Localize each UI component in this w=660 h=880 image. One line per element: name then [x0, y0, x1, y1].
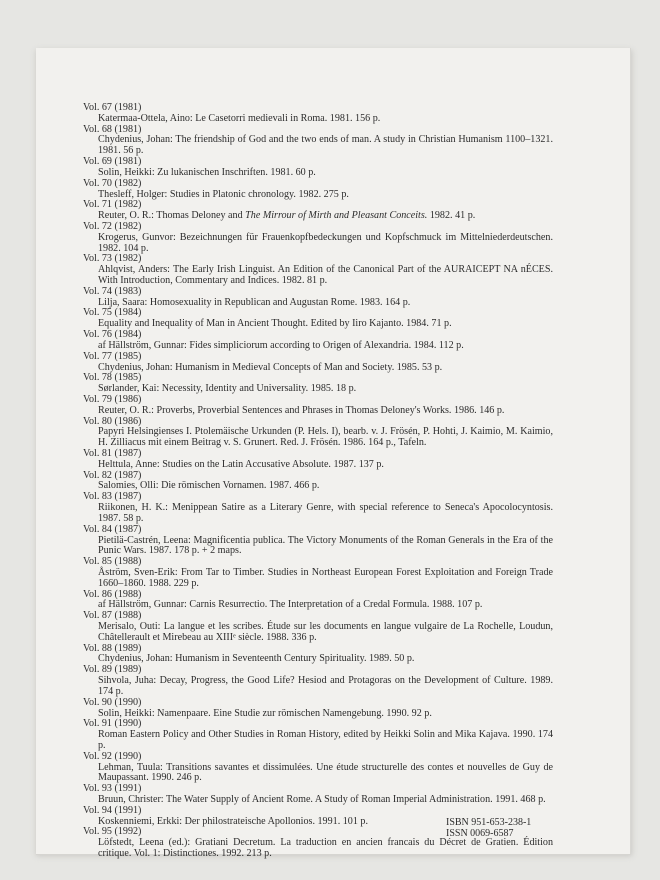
- volume-entry: [83, 719, 553, 751]
- volume-citation: [83, 211, 553, 222]
- volume-citation: Åström, Sven-Erik: From Tar to Timber. Studies in Northeast European Forest Exploitation and Foreign Trade 1660–1860. 1988. 229 p.: [98, 566, 553, 589]
- volume-citation: Katermaa-Ottela, Aino: Le Casetorri medievali in Roma. 1981. 156 p.: [98, 112, 381, 124]
- volume-entry: [83, 665, 553, 697]
- identifier-block: [446, 817, 531, 839]
- volume-entry: [83, 125, 553, 157]
- volume-citation: Helttula, Anne: Studies on the Latin Accusative Absolute. 1987. 137 p.: [98, 458, 384, 470]
- volume-number: Vol. 69 (1981): [83, 156, 142, 168]
- volume-number: Vol. 70 (1982): [83, 177, 142, 189]
- volume-number: Vol. 84 (1987): [83, 523, 142, 535]
- volume-number: Vol. 76 (1984): [83, 329, 142, 341]
- volume-citation: Pietilä-Castrén, Leena: Magnificentia publica. The Victory Monuments of the Roman Generals in the Era of the Punic Wars. 1987. 178 p. + 2 maps.: [98, 534, 553, 557]
- volume-entry: [83, 157, 553, 179]
- volume-number: Vol. 95 (1992): [83, 826, 142, 838]
- volume-citation: Ahlqvist, Anders: The Early Irish Linguist. An Edition of the Canonical Part of the AURAICEPT NA nÉCES. With Introduction, Commentary and Indices. 1982. 81 p.: [98, 264, 553, 286]
- volume-number: Vol. 87 (1988): [83, 610, 142, 622]
- volume-entry: [83, 752, 553, 784]
- volume-citation: Papyri Helsingienses I. Ptolemäische Urkunden (P. Hels. I), bearb. v. J. Frösén, P. Hohti, J. Kaimio, M. Kaimio, H. Zilliacus mit einem Beitrag v. S. Grunert. Red. J. Frösén. 1986. 164 p., Tafeln.: [98, 426, 553, 449]
- volume-number: Vol. 94 (1991): [83, 804, 142, 816]
- volume-citation: Koskenniemi, Erkki: Der philostrateische Apollonios. 1991. 101 p.: [98, 815, 368, 827]
- volume-number: Vol. 91 (1990): [83, 718, 142, 730]
- volume-entry: [83, 254, 553, 286]
- volume-number: Vol. 77 (1985): [83, 350, 142, 362]
- volume-citation: Merisalo, Outi: La langue et les scribes. Étude sur les documents en langue vulgaire de La Rochelle, Loudun, Châtellerault et Mirebeau au XIIIᵉ siècle. 1988. 336 p.: [98, 621, 553, 643]
- volume-citation: Krogerus, Gunvor: Bezeichnungen für Frauenkopfbedeckungen und Kopfschmuck im Mittelniederdeutschen. 1982. 104 p.: [98, 231, 553, 254]
- volume-number: Vol. 89 (1989): [83, 664, 142, 676]
- volume-entry: [83, 179, 553, 201]
- volume-entry: [83, 525, 553, 557]
- volume-number: Vol. 81 (1987): [83, 448, 142, 459]
- publication-list: [83, 103, 553, 860]
- volume-entry: [83, 611, 553, 643]
- volume-number: Vol. 90 (1990): [83, 696, 142, 708]
- volume-number: Vol. 74 (1983): [83, 285, 142, 297]
- volume-entry: [83, 471, 553, 493]
- volume-citation: Thesleff, Holger: Studies in Platonic chronology. 1982. 275 p.: [98, 188, 349, 200]
- volume-number: Vol. 78 (1985): [83, 372, 142, 384]
- citation-text: Reuter, O. R.: Thomas Deloney and: [98, 210, 246, 222]
- volume-citation: Equality and Inequality of Man in Ancient Thought. Edited by Iiro Kajanto. 1984. 71 p.: [98, 318, 452, 330]
- volume-citation: af Hällström, Gunnar: Fides simpliciorum according to Origen of Alexandria. 1984. 112 p.: [98, 339, 464, 351]
- isbn-number: ISBN 951-653-238-1: [446, 817, 532, 828]
- volume-number: Vol. 86 (1988): [83, 588, 142, 600]
- volume-number: Vol. 80 (1986): [83, 415, 142, 427]
- volume-number: Vol. 83 (1987): [83, 491, 142, 503]
- volume-entry: [83, 449, 553, 471]
- volume-citation: Bruun, Christer: The Water Supply of Ancient Rome. A Study of Roman Imperial Administration. 1991. 468 p.: [98, 794, 546, 805]
- volume-number: Vol. 75 (1984): [83, 307, 142, 319]
- volume-citation: Sihvola, Juha: Decay, Progress, the Good Life? Hesiod and Protagoras on the Development of Culture. 1989. 174 p.: [98, 675, 553, 697]
- volume-entry: [83, 644, 553, 666]
- volume-number: Vol. 92 (1990): [83, 750, 142, 762]
- volume-entry: [83, 784, 553, 806]
- volume-citation: Solin, Heikki: Zu lukanischen Inschriften. 1981. 60 p.: [98, 166, 316, 178]
- volume-number: Vol. 88 (1989): [83, 642, 142, 654]
- volume-number: Vol. 93 (1991): [83, 783, 142, 795]
- citation-italic-title: The Mirrour of Mirth and Pleasant Conceits.: [245, 210, 428, 222]
- volume-citation: Roman Eastern Policy and Other Studies in Roman History, edited by Heikki Solin and Mika Kajava. 1990. 174 p.: [98, 729, 553, 751]
- volume-entry: [83, 698, 553, 720]
- volume-entry: [83, 373, 553, 395]
- volume-citation: Sørlander, Kai: Necessity, Identity and Universality. 1985. 18 p.: [98, 383, 357, 395]
- volume-citation: Löfstedt, Leena (ed.): Gratiani Decretum. La traduction en ancien francais du Décret de Gratien. Édition critique. Vol. 1: Distinctiones. 1992. 213 p.: [98, 837, 553, 860]
- volume-entry: [83, 330, 553, 352]
- volume-citation: Riikonen, H. K.: Menippean Satire as a Literary Genre, with special reference to Seneca's Apocolocyntosis. 1987. 58 p.: [98, 502, 553, 524]
- volume-entry: [83, 395, 553, 417]
- volume-entry: [83, 222, 553, 254]
- volume-citation: Chydenius, Johan: Humanism in Seventeenth Century Spirituality. 1989. 50 p.: [98, 653, 415, 665]
- volume-citation: Solin, Heikki: Namenpaare. Eine Studie zur römischen Namengebung. 1990. 92 p.: [98, 707, 432, 719]
- volume-entry: [83, 417, 553, 449]
- volume-entry: [83, 308, 553, 330]
- volume-entry: [83, 492, 553, 524]
- volume-citation: Chydenius, Johan: Humanism in Medieval Concepts of Man and Society. 1985. 53 p.: [98, 361, 443, 373]
- volume-entry: [83, 200, 553, 222]
- volume-entry: [83, 557, 553, 589]
- volume-citation: Salomies, Olli: Die römischen Vornamen. 1987. 466 p.: [98, 480, 320, 492]
- volume-number: Vol. 71 (1982): [83, 199, 142, 211]
- volume-number: Vol. 73 (1982): [83, 253, 142, 265]
- volume-number: Vol. 82 (1987): [83, 469, 142, 481]
- volume-entry: [83, 352, 553, 374]
- volume-citation: af Hällström, Gunnar: Carnis Resurrectio. The Interpretation of a Credal Formula. 1988. 107 p.: [98, 599, 483, 611]
- volume-entry: [83, 590, 553, 612]
- volume-number: Vol. 72 (1982): [83, 220, 142, 232]
- volume-number: Vol. 68 (1981): [83, 123, 142, 135]
- volume-entry: [83, 103, 553, 125]
- volume-citation: Lilja, Saara: Homosexuality in Republican and Augustan Rome. 1983. 164 p.: [98, 296, 411, 308]
- volume-citation: Reuter, O. R.: Proverbs, Proverbial Sentences and Phrases in Thomas Deloney's Works. 1986. 146 p.: [98, 404, 505, 416]
- issn-number: ISSN 0069-6587: [446, 828, 514, 839]
- citation-text: 1982. 41 p.: [427, 210, 476, 222]
- volume-citation: Lehman, Tuula: Transitions savantes et dissimulées. Une étude structurelle des contes et nouvelles de Guy de Maupassant. 1990. 246 p.: [98, 761, 553, 784]
- volume-number: Vol. 67 (1981): [83, 102, 142, 113]
- volume-number: Vol. 79 (1986): [83, 393, 142, 405]
- volume-citation: Chydenius, Johan: The friendship of God and the two ends of man. A study in Christian Humanism 1100–1321. 1981. 56 p.: [98, 134, 553, 157]
- volume-number: Vol. 85 (1988): [83, 556, 142, 568]
- volume-entry: [83, 287, 553, 309]
